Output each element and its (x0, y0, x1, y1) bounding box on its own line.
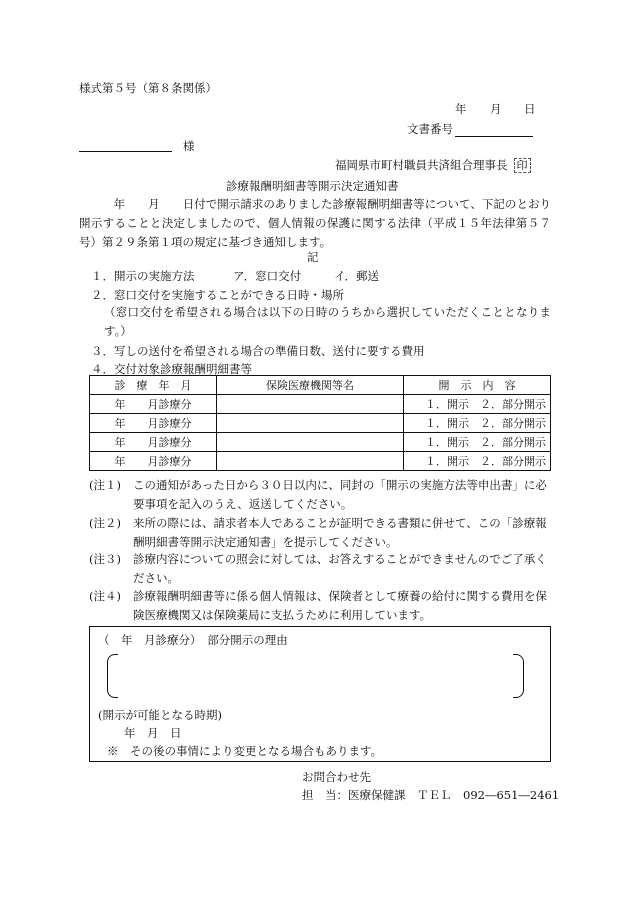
item1-option-b: イ．郵送 (334, 269, 379, 283)
item4-label: ４．交付対象診療報酬明細書等 (91, 362, 252, 376)
note-1-text: この通知があった日から３０日以内に、同封の「開示の実施方法等申出書」に必要事項を記入のうえ、返送してください。 (133, 478, 547, 511)
doc-number-label: 文書番号 (407, 122, 453, 136)
row-period: 年 月診療分 (90, 452, 217, 471)
left-bracket (107, 654, 118, 698)
row-institution (217, 395, 404, 414)
table-row (90, 433, 551, 452)
row-institution (217, 452, 404, 471)
date-month: 月 (490, 102, 502, 116)
note-4 (89, 587, 551, 624)
row-institution (217, 433, 404, 452)
row-content: １．開示 ２．部分開示 (404, 414, 551, 433)
row-content: １．開示 ２．部分開示 (404, 452, 551, 471)
note-3 (89, 550, 551, 587)
row-period: 年 月診療分 (90, 414, 217, 433)
box-timing-label: (開示が可能となる時期) (98, 708, 222, 722)
issuer-name: 福岡県市町村職員共済組合理事長 (335, 158, 508, 172)
note-1-label: (注１) (89, 478, 121, 492)
row-period: 年 月診療分 (90, 395, 217, 414)
contact-line: 担 当：医療保健課 ＴＥＬ 092―651―2461 (302, 788, 560, 802)
document-title: 診療報酬明細書等開示決定通知書 (226, 179, 399, 193)
addressee-field (79, 151, 172, 152)
disclosure-table (89, 375, 551, 471)
date-day: 日 (524, 102, 536, 116)
form-number: 様式第５号（第８条関係） (79, 81, 217, 95)
note-2 (89, 514, 551, 551)
box-remark: ※ その後の事情により変更となる場合もあります。 (107, 744, 383, 758)
header-content: 開 示 内 容 (404, 376, 551, 395)
table-row (90, 414, 551, 433)
note-4-text: 診療報酬明細書等に係る個人情報は、保険者として療養の給付に関する費用を保険医療機関又は保険薬局に支払うために利用しています。 (133, 589, 547, 622)
issuer-line (335, 157, 531, 173)
ki-marker: 記 (307, 250, 319, 264)
contact-heading: お問合わせ先 (302, 770, 371, 784)
row-institution (217, 414, 404, 433)
box-heading: （ 年 月診療分） 部分開示の理由 (98, 633, 288, 647)
note-3-label: (注３) (89, 552, 121, 566)
body-paragraph: 年 月 日付で開示請求のありました診療報酬明細書等について、下記のとおり開示することと決定しましたので、個人情報の保護に関する法律（平成１５年法律第５７号）第２９条第１項の規定に基づき通知します。 (79, 197, 551, 249)
header-institution: 保険医療機関等名 (217, 376, 404, 395)
header-period: 診 療 年 月 (90, 376, 217, 395)
row-period: 年 月診療分 (90, 433, 217, 452)
seal-mark: 印 (514, 158, 531, 173)
doc-number-field (455, 136, 533, 137)
note-1 (89, 476, 551, 513)
table-header-row (90, 376, 551, 395)
note-2-text: 来所の際には、請求者本人であることが証明できる書類に併せて、この「診療報酬明細書等開示決定通知書」を提示してください。 (133, 516, 547, 549)
row-content: １．開示 ２．部分開示 (404, 395, 551, 414)
item3-label: ３．写しの送付を希望される場合の準備日数、送付に要する費用 (91, 344, 425, 358)
note-4-label: (注４) (89, 589, 121, 603)
item1-label: １．開示の実施方法 (91, 269, 195, 283)
row-content: １．開示 ２．部分開示 (404, 433, 551, 452)
note-3-text: 診療内容についての照会に対しては、お答えすることができませんのでご了承ください。 (133, 552, 547, 585)
addressee-suffix: 様 (183, 139, 195, 153)
item2-label: ２．窓口交付を実施することができる日時・場所 (91, 288, 344, 302)
item2-note: （窓口交付を希望される場合は以下の日時のうちから選択していただくこととなります。） (104, 305, 551, 338)
table-row (90, 395, 551, 414)
item1-option-a: ア．窓口交付 (233, 269, 302, 283)
box-date: 年 月 日 (124, 726, 182, 740)
note-2-label: (注２) (89, 516, 121, 530)
table-row (90, 452, 551, 471)
right-bracket (513, 654, 524, 698)
date-year: 年 (455, 102, 467, 116)
